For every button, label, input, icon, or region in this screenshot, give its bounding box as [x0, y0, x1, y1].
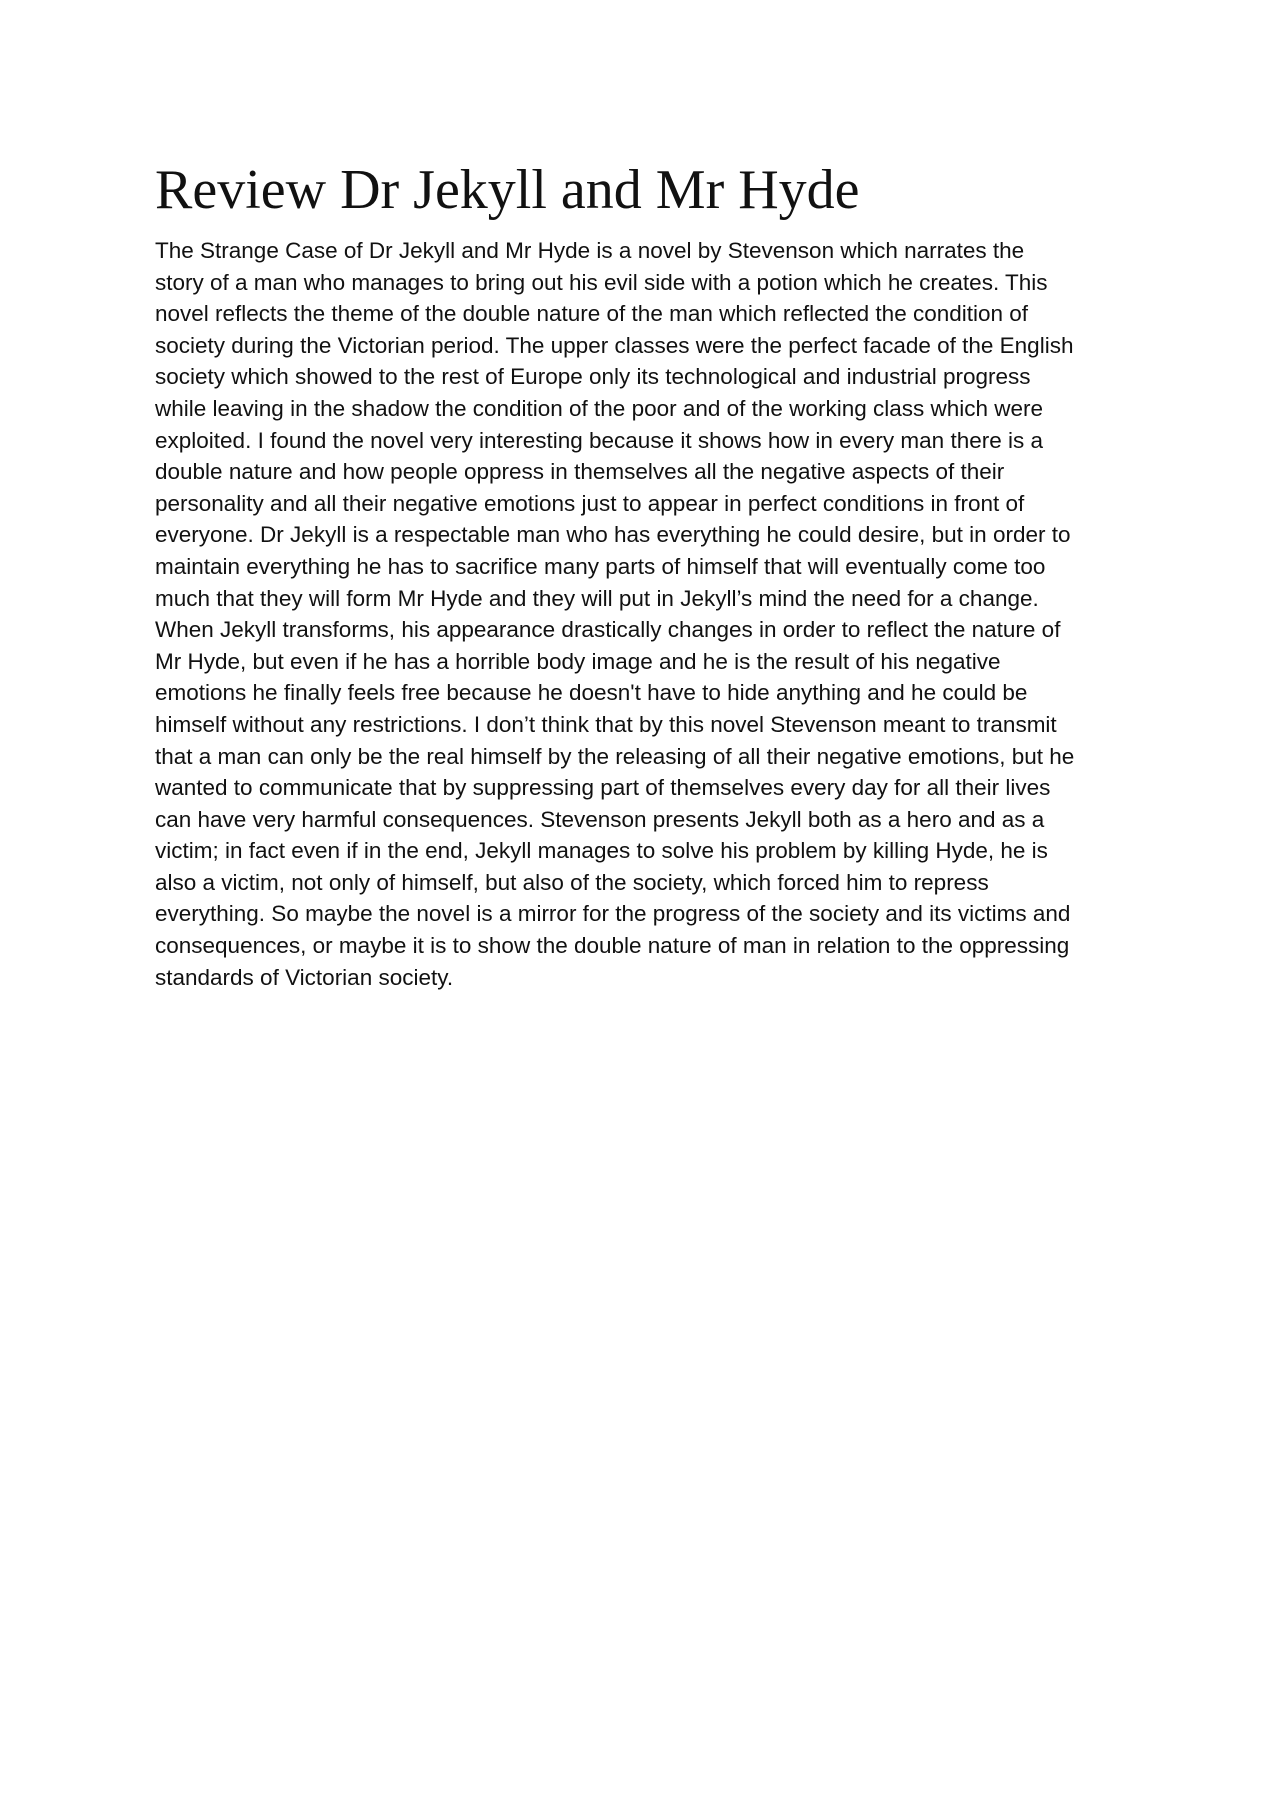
paragraph-line: himself without any restrictions. I don’t think that by this novel Stevenson meant to transmit — [155, 711, 1057, 737]
paragraph-line: everything. So maybe the novel is a mirror for the progress of the society and its victims and — [155, 901, 1071, 927]
paragraph-line: consequences, or maybe it is to show the double nature of man in relation to the oppressing — [155, 933, 1070, 959]
paragraph-line: story of a man who manages to bring out his evil side with a potion which he creates. This — [155, 269, 1048, 295]
paragraph-line: Mr Hyde, but even if he has a horrible body image and he is the result of his negative — [155, 648, 1001, 674]
paragraph-line: victim; in fact even if in the end, Jekyll manages to solve his problem by killing Hyde, he is — [155, 838, 1048, 864]
paragraph-line: When Jekyll transforms, his appearance drastically changes in order to reflect the nature of — [155, 617, 1061, 643]
paragraph-line: emotions he finally feels free because he doesn't have to hide anything and he could be — [155, 680, 1028, 706]
paragraph-line: society during the Victorian period. The upper classes were the perfect facade of the English — [155, 332, 1074, 358]
paragraph-line: personality and all their negative emotions just to appear in perfect conditions in front of — [155, 490, 1025, 516]
review-paragraph — [155, 235, 1155, 993]
paragraph-line: also a victim, not only of himself, but also of the society, which forced him to repress — [155, 869, 989, 895]
paragraph-line: novel reflects the theme of the double nature of the man which reflected the condition of — [155, 301, 1029, 327]
paragraph-line: double nature and how people oppress in themselves all the negative aspects of their — [155, 459, 1005, 485]
paragraph-line: The Strange Case of Dr Jekyll and Mr Hyde is a novel by Stevenson which narrates the — [155, 238, 1025, 263]
paragraph-line: can have very harmful consequences. Stevenson presents Jekyll both as a hero and as a — [155, 806, 1045, 832]
paragraph-line: exploited. I found the novel very interesting because it shows how in every man there is a — [155, 427, 1043, 453]
paragraph-line: while leaving in the shadow the condition of the poor and of the working class which were — [155, 395, 1044, 421]
paragraph-line: that a man can only be the real himself by the releasing of all their negative emotions, but he — [155, 743, 1075, 769]
paragraph-line: maintain everything he has to sacrifice many parts of himself that will eventually come too — [155, 553, 1046, 579]
paragraph-line: standards of Victorian society. — [155, 964, 454, 990]
paragraph-line: much that they will form Mr Hyde and they will put in Jekyll’s mind the need for a change. — [155, 585, 1039, 611]
document-title: Review Dr Jekyll and Mr Hyde — [155, 159, 860, 221]
paragraph-line: society which showed to the rest of Europe only its technological and industrial progress — [155, 364, 1031, 390]
paragraph-line: wanted to communicate that by suppressing part of themselves every day for all their lives — [155, 775, 1051, 801]
paragraph-line: everyone. Dr Jekyll is a respectable man who has everything he could desire, but in order to — [155, 522, 1071, 548]
